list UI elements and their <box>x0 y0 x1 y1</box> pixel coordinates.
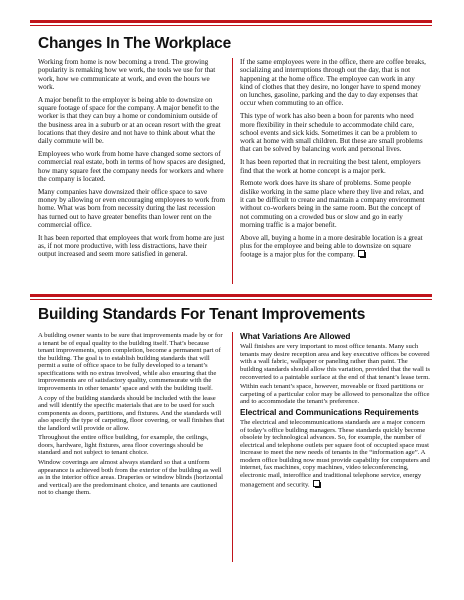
article1-paragraph: It has been reported that in recruiting the best talent, employers find that the work at home concept is a major perk. <box>240 158 421 175</box>
article2-paragraph: Window coverings are almost always standard so that a uniform appearance is achieved both from the exterior of the building as well as in the interior office areas. Draperies or window blinds (horizontal and vertical) are the predominant choice, and tenants are cautioned not to change them. <box>38 459 224 497</box>
article1-paragraph: If the same employees were in the office, there are coffee breaks, socializing and interruptions through out the day, that is not happening at the home office. The employee can work in any kind of clothes that they desire, no longer have to spend money on lunches, gasoline, parking and the day to day expenses that occur when commuting to an office. <box>240 58 426 108</box>
article1-title: Changes In The Workplace <box>38 35 232 52</box>
article1-last-text: Above all, buying a home in a more desirable location is a great plus for the employee and being able to downsize on square footage is a major plus for the company. <box>240 233 423 259</box>
article1-paragraph: Employees who work from home have changed some sectors of commercial real estate, both in terms of how spaces are designed, how many square feet the company needs for workers and where the company is located. <box>38 149 226 183</box>
top-rule-thick <box>30 20 432 23</box>
article2-last-text: The electrical and telecommunications standards are a major concern of today’s office building managers. These standards quickly become obsolete by technological advances. So, for example, the number of electrical and telephone outlets per square foot of occupied space must increase to meet the new needs of tenants in the “information age”. A modern office building now must provide capability for computers and internet, fax machines, copy machines, video teleconferencing, electronic mail, interoffice and traditional telephone service, energy management and security. <box>240 419 430 489</box>
article2-paragraph: A copy of the building standards should be included with the lease and will identify the specific materials that are to be used for such components as doors, partitions, and fixtures. And the standards will also specify the type of carpeting, floor covering, or wall finishes that the landlord will provide or allow. <box>38 394 225 432</box>
article1-paragraph: A major benefit to the employer is being able to downsize on square footage of space for the company. A major benefit to the worker is that they can buy a home or condominium outside of the business area in a suburb or at an ocean resort with the great locations that they desire and not have to think about what the daily commute will be. <box>38 95 221 146</box>
article2-paragraph: Throughout the entire office building, for example, the ceilings, doors, hardware, light fixtures, area floor coverings should be standard and not subject to tenant choice. <box>38 434 209 457</box>
article2-paragraph: Wall finishes are very important to most office tenants. Many such tenants may desire reception area and key executive offices be covered with a wall fabric, wallpaper or paneling rather than paint. The building standards should allow this variation, provided that the wall is reconverted to a paintable surface at the end of that tenant’s lease term. <box>240 343 431 381</box>
article1-paragraph: This type of work has also been a boon for parents who need more flexibility in their schedule to accommodate child care, school events and sick kids. Sometimes it can be a problem to work at home with small children. But these are small problems that can be solved by balancing work and personal lives. <box>240 112 423 154</box>
article2-paragraph-last <box>240 419 430 489</box>
article2-title: Building Standards For Tenant Improvements <box>38 306 366 323</box>
article1-left-column <box>38 58 226 263</box>
article2-right-column <box>240 332 430 491</box>
article1-paragraph-last <box>240 234 428 259</box>
end-of-article-box-icon <box>358 250 365 257</box>
article1-paragraph: It has been reported that employees that work from home are just as, if not more productive, with less distractions, have their output increased and seem more satisfied in general. <box>38 233 225 259</box>
article2-paragraph: Within each tenant’s space, however, moveable or fixed partitions or carpeting of a particular color may be allowed to personalize the office and to accommodate the tenant’s preference. <box>240 383 430 406</box>
section-heading: Electrical and Communications Requirements <box>240 407 419 417</box>
column-divider <box>232 58 233 284</box>
article1-paragraph: Working from home is now becoming a trend. The growing popularity is remaking how we work, the tools we use for that work, how we communicate at work, and even the hours we work. <box>38 58 216 91</box>
article1-right-column <box>240 58 428 264</box>
article2-left-column <box>38 332 226 499</box>
article1-paragraph: Remote work does have its share of problems. Some people dislike working in the same place where they live and relax, and it can be difficult to create and maintain a company environment without co-workers being in the same room. But the concept of not commuting on a crowded bus or slow and go in early morning traffic is a major benefit. <box>240 179 425 229</box>
article2-paragraph: A building owner wants to be sure that improvements made by or for a tenant be of equal quality to the building itself. That’s because tenant improvements, upon completion, become a permanent part of the building. The goal is to establish building standards that will permit a suite of office space to be fully developed to a tenant’s specifications with no extras involved, while also ensuring that the improvements are of satisfactory quality, commensurate with the improvements in other tenants’ space and with the building itself. <box>38 332 223 392</box>
section-heading: What Variations Are Allowed <box>240 332 351 341</box>
top-rule-thin <box>30 25 432 26</box>
end-of-article-box-icon <box>313 480 320 487</box>
column-divider <box>232 332 233 562</box>
section-rule-thin <box>30 299 432 300</box>
section-rule-thick <box>30 294 432 297</box>
article1-paragraph: Many companies have downsized their office space to save money by allowing or even encouraging employees to work from home. What was born from necessity during the last recession has turned out to have greater benefits than lower rent on the commercial office. <box>38 187 225 229</box>
